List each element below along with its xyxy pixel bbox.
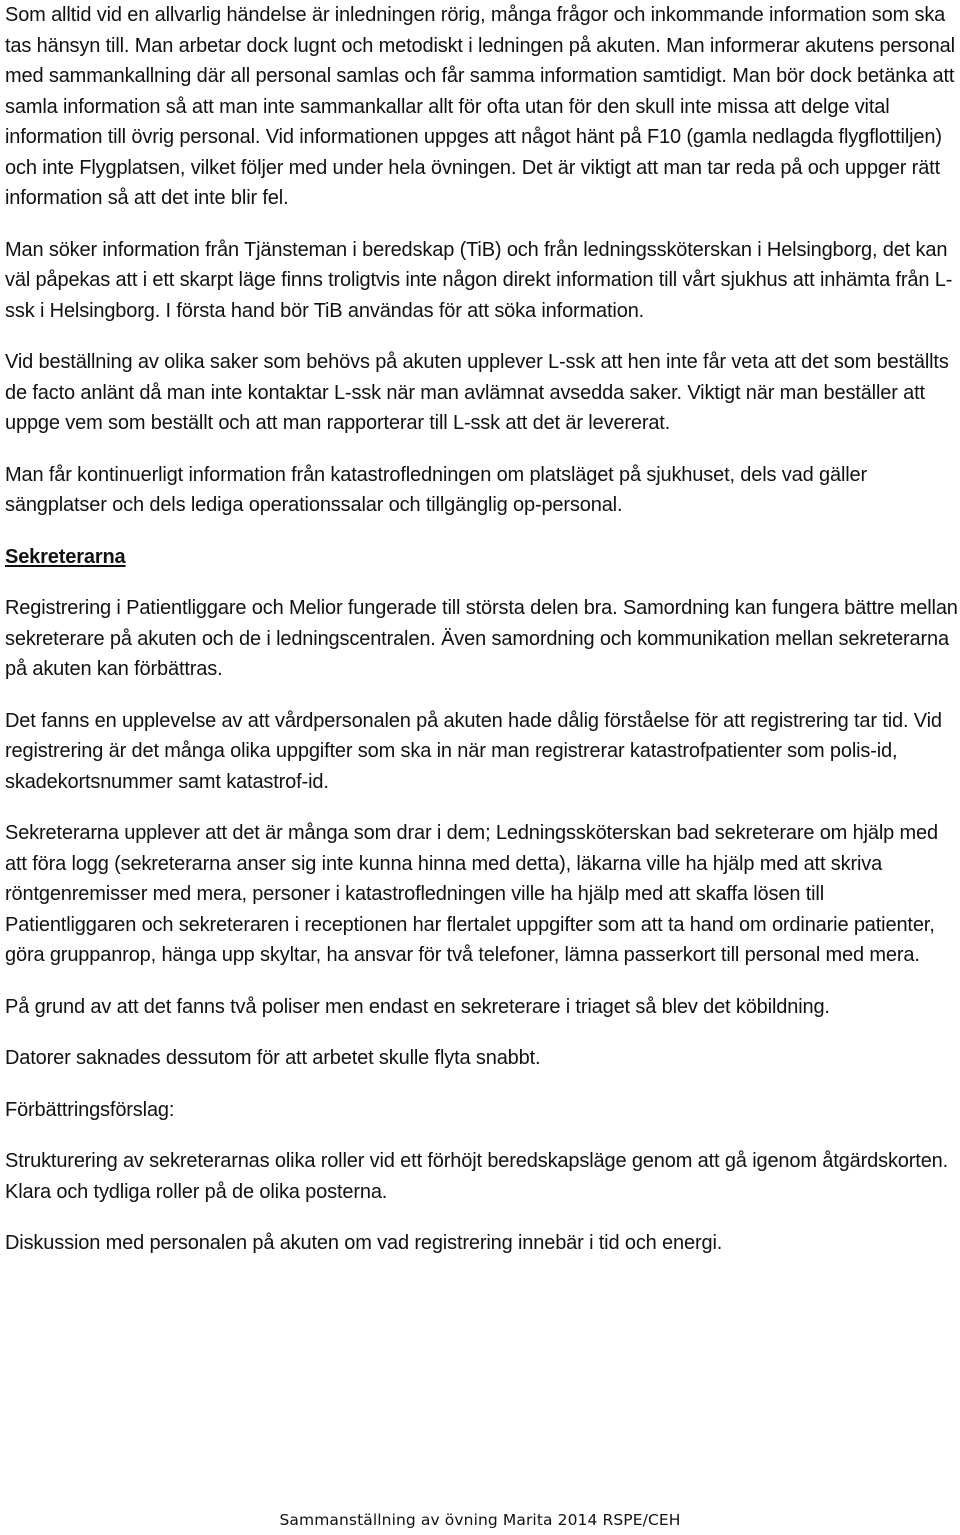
paragraph-understanding: Det fanns en upplevelse av att vårdpersonalen på akuten hade dålig förståelse för att registrering tar tid. Vid registrering är det många olika uppgifter som ska in när man registrerar katastrofpatienter som polis-id, skadekortsnummer samt katastrof-id. [5, 709, 942, 793]
paragraph-workload: Sekreterarna upplever att det är många som drar i dem; Ledningssköterskan bad sekreterare om hjälp med att föra logg (sekreterarna anser sig inte kunna hinna med detta), läkarna ville ha hjälp med att skriva röntgenremisser med mera, personer i katastrofledningen ville ha hjälp med att skaffa lösen till Patientliggaren och sekreteraren i receptionen har flertalet uppgifter som att ta hand om ordinarie patienter, göra gruppanrop, hänga upp skyltar, ha ansvar för två telefoner, lämna passerkort till personal med mera. [5, 822, 938, 966]
paragraph-ordering: Vid beställning av olika saker som behövs på akuten upplever L-ssk att hen inte får veta att det som beställts de facto anlänt då man inte kontaktar L-ssk när man avlämnat avsedda saker. Viktigt när man beställer att uppge vem som beställt och att man rapporterar till L-ssk att det är levererat. [5, 351, 949, 434]
paragraph-registration: Registrering i Patientliggare och Melior fungerade till största delen bra. Samordning kan fungera bättre mellan sekreterare på akuten och de i ledningscentralen. Även samordning och kommunikation mellan sekreterarna på akuten kan förbättras. [5, 597, 958, 680]
improvement-label: Förbättringsförslag: [5, 1098, 175, 1121]
paragraph-continuous-info: Man får kontinuerligt information från katastrofledningen om platsläget på sjukhuset, dels vad gäller sängplatser och dels lediga operationssalar och tillgänglig op-personal. [5, 463, 868, 516]
paragraph-discussion: Diskussion med personalen på akuten om vad registrering innebär i tid och energi. [5, 1232, 723, 1254]
page-footer: Sammanställning av övning Marita 2014 RSPE/CEH [279, 1511, 681, 1529]
paragraph-queue: På grund av att det fanns två poliser men endast en sekreterare i triaget så blev det köbildning. [5, 995, 830, 1018]
section-heading: Sekreterarna [5, 545, 126, 568]
paragraph-computers: Datorer saknades dessutom för att arbetet skulle flyta snabbt. [5, 1047, 541, 1069]
document-body [5, 0, 960, 1259]
paragraph-tib: Man söker information från Tjänsteman i beredskap (TiB) och från ledningssköterskan i Helsingborg, det kan väl påpekas att i ett skarpt läge finns troligtvis inte någon direkt information till vårt sjukhus att inhämta från L-ssk i Helsingborg. I första hand bör TiB användas för att söka information. [5, 238, 953, 322]
paragraph-intro: Som alltid vid en allvarlig händelse är inledningen rörig, många frågor och inkommande information som ska tas hänsyn till. Man arbetar dock lugnt och metodiskt i ledningen på akuten. Man informerar akutens personal med sammankallning där all personal samlas och får samma information samtidigt. Man bör dock betänka att samla information så att man inte sammankallar allt för ofta utan för den skull inte missa att delge vital information till övrig personal. Vid informationen uppges att något hänt på F10 (gamla nedlagda flygflottiljen) och inte Flygplatsen, vilket följer med under hela övningen. Det är viktigt att man tar reda på och uppger rätt information så att det inte blir fel. [5, 4, 955, 209]
paragraph-structuring: Strukturering av sekreterarnas olika roller vid ett förhöjt beredskapsläge genom att gå igenom åtgärdskorten. Klara och tydliga roller på de olika posterna. [5, 1150, 949, 1203]
